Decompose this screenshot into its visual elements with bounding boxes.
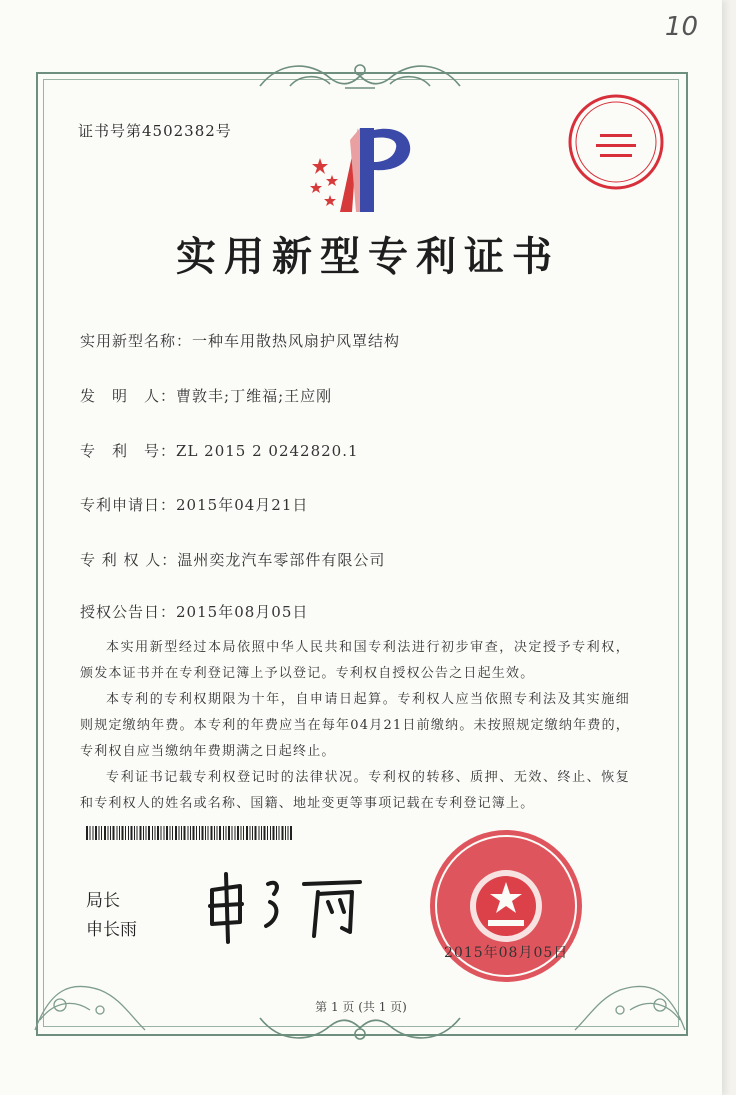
page-number: 第 1 页 (共 1 页) — [315, 1000, 407, 1014]
body-paragraph-term: 本专利的专利权期限为十年，自申请日起算。专利权人应当依照专利法及其实施细则规定缴纳年费。本专利的年费应当在每年04月21日前缴纳。未按照规定缴纳年费的，专利权自应当缴纳年费期满之日起终止。 — [80, 692, 630, 759]
field-label: 专 利 号： — [80, 442, 177, 460]
right-corner-ornament-icon — [570, 930, 690, 1040]
field-label: 实用新型名称： — [80, 332, 193, 350]
certificate-title: 实用新型专利证书 — [176, 233, 560, 280]
body-paragraph-grant: 本实用新型经过本局依照中华人民共和国专利法进行初步审查，决定授予专利权，颁发本证书并在专利登记簿上予以登记。专利权自授权公告之日起生效。 — [80, 640, 630, 681]
field-utility-model-name — [80, 330, 400, 351]
certificate-number: 证书号第4502382号 — [78, 122, 232, 140]
field-label: 专利申请日： — [80, 496, 177, 514]
field-label: 专 利 权 人： — [80, 551, 178, 569]
field-value: 一种车用散热风扇护风罩结构 — [192, 332, 401, 350]
field-value: 2015年04月21日 — [176, 496, 309, 514]
field-patent-number — [80, 440, 359, 461]
signer-name: 申长雨 — [86, 920, 137, 940]
patent-office-logo-icon — [300, 120, 420, 220]
field-value: 2015年08月05日 — [176, 603, 309, 621]
left-corner-ornament-icon — [30, 930, 150, 1040]
field-inventors — [80, 385, 332, 406]
field-label: 授权公告日： — [80, 603, 177, 621]
field-value: 曹敦丰;丁维福;王应刚 — [176, 387, 333, 405]
field-label: 发 明 人： — [80, 387, 177, 405]
field-filing-date — [80, 494, 308, 515]
stamp-duty-seal-icon — [566, 92, 666, 192]
certificate-body — [80, 635, 630, 817]
body-paragraph-legal-status: 专利证书记载专利权登记时的法律状况。专利权的转移、质押、无效、终止、恢复和专利权人的姓名或名称、国籍、地址变更等事项记载在专利登记簿上。 — [80, 770, 630, 811]
official-seal-icon — [426, 826, 586, 986]
field-patentee — [80, 549, 385, 570]
handwritten-signature-icon — [200, 866, 370, 946]
field-value: 温州奕龙汽车零部件有限公司 — [177, 551, 386, 569]
signer-role: 局长 — [86, 891, 120, 911]
seal-date: 2015年08月05日 — [444, 945, 569, 961]
field-grant-date — [80, 601, 308, 622]
field-value: ZL 2015 2 0242820.1 — [176, 442, 359, 460]
top-ornament-icon — [250, 56, 470, 96]
handwritten-page-note: 10 — [664, 12, 698, 42]
barcode-icon — [86, 826, 296, 840]
